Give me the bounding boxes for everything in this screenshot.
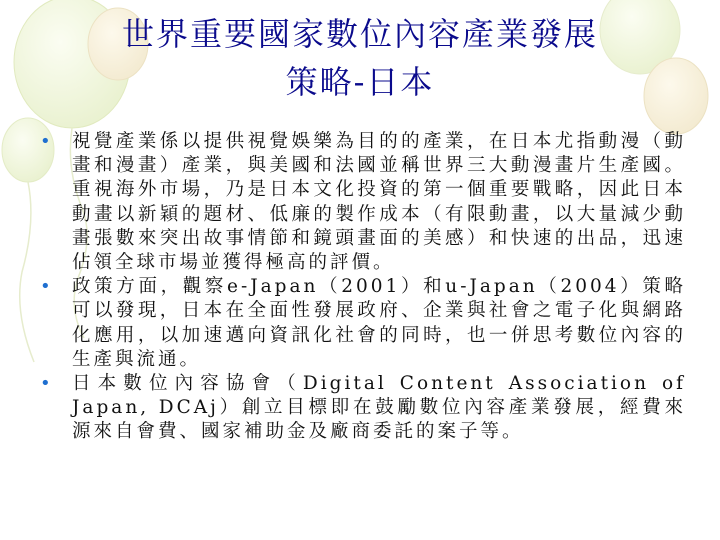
bullet-text: 日本數位內容協會（Digital Content Association of Japan, DCAj）創立目標即在鼓勵數位內容產業發展，經費來源來自會費、國家補助金及廠商委託的案子等。 [72,373,686,443]
bullet-icon: • [40,373,51,395]
bullet-text: 視覺產業係以提供視覺娛樂為目的的產業，在日本尤指動漫（動畫和漫畫）產業，與美國和法國並稱世界三大動漫畫片生產國。重視海外市場，乃是日本文化投資的第一個重要戰略，因此日本動畫以新穎的題材、低廉的製作成本（有限動畫，以大量減少動畫張數來突出故事情節和鏡頭畫面的美感）和快速的出品，迅速佔領全球市場並獲得極高的評價。 [72,131,686,274]
bullet-icon: • [40,131,51,152]
bullet-item-visual-industry [34,130,686,275]
bullet-text: 政策方面，觀察e-Japan（2001）和u-Japan（2004）策略可以發現，日本在全面性發展政府、企業與社會之電子化與網路化應用，以加速邁向資訊化社會的同時，也一併思考數位內容的生產與流通。 [72,276,686,370]
bullet-icon: • [40,276,51,298]
bullet-item-policy [34,275,686,372]
bullet-item-dcaj [34,372,686,445]
slide-title-line-1: 世界重要國家數位內容產業發展 [121,15,598,53]
slide-title-line-2: 策略-日本 [285,63,435,101]
slide-title [40,10,680,106]
bullet-list [34,130,686,445]
